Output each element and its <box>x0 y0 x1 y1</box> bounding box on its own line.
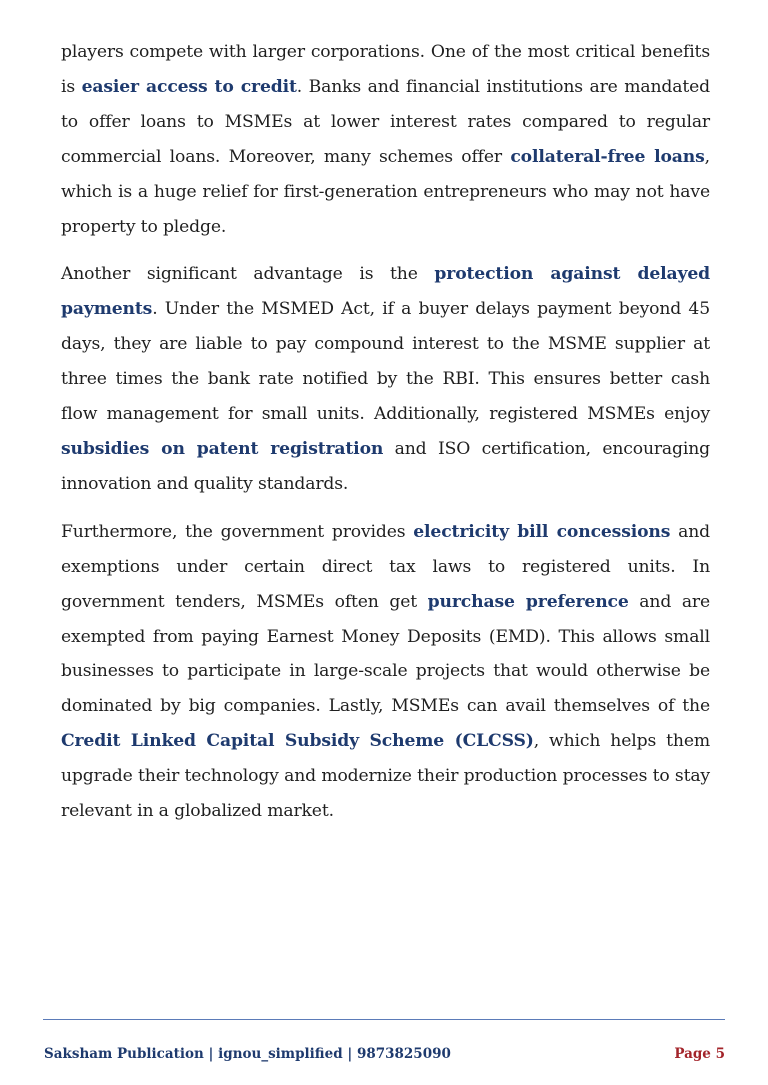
text-run: . Under the MSMED Act, if a buyer delays payment beyond 45 days, they are liable to pay compound interest to the MSME supplier at three times the bank rate notified by the RBI. This ensures better cash flow management for small units. Additionally, registered MSMEs enjoy <box>61 299 710 425</box>
highlight-protection-against-delayed-payments: protection against delayed payments <box>61 264 710 320</box>
document-body <box>61 35 710 842</box>
highlight-collateral-free-loans: collateral-free loans <box>510 146 705 167</box>
footer-publisher-info: Saksham Publication | ignou_simplified | 9873825090 <box>44 1046 451 1062</box>
text-run: and are exempted from paying Earnest Money Deposits (EMD). This allows small businesses to participate in large-scale projects that would otherwise be dominated by big companies. Lastly, MSMEs can avail themselves of the <box>61 591 711 717</box>
text-run: , which is a huge relief for first-generation entrepreneurs who may not have property to pledge. <box>61 146 710 237</box>
text-run: and ISO certification, encouraging innovation and quality standards. <box>61 438 710 494</box>
text-run: . Banks and financial institutions are mandated to offer loans to MSMEs at lower interest rates compared to regular commercial loans. Moreover, many schemes offer <box>61 76 710 167</box>
text-run: Furthermore, the government provides <box>61 521 414 542</box>
text-run: , which helps them upgrade their technology and modernize their production processes to stay relevant in a globalized market. <box>61 731 710 822</box>
highlight-purchase-preference: purchase preference <box>427 591 629 612</box>
highlight-electricity-bill-concessions: electricity bill concessions <box>413 521 671 542</box>
text-run: players compete with larger corporations. One of the most critical benefits is <box>61 42 710 97</box>
highlight-easier-access-to-credit: easier access to credit <box>81 76 297 97</box>
text-run: and exemptions under certain direct tax laws to registered units. In government tenders, MSMEs often get <box>61 521 710 612</box>
paragraph-credit-access <box>61 35 710 244</box>
highlight-clcss: Credit Linked Capital Subsidy Scheme (CLCSS) <box>61 731 534 752</box>
text-run: Another significant advantage is the <box>61 264 435 285</box>
page-number: Page 5 <box>674 1046 725 1062</box>
paragraph-government-benefits <box>61 515 710 829</box>
footer-divider <box>43 1019 725 1020</box>
highlight-subsidies-on-patent-registration: subsidies on patent registration <box>61 438 384 459</box>
paragraph-delayed-payments <box>61 257 710 501</box>
